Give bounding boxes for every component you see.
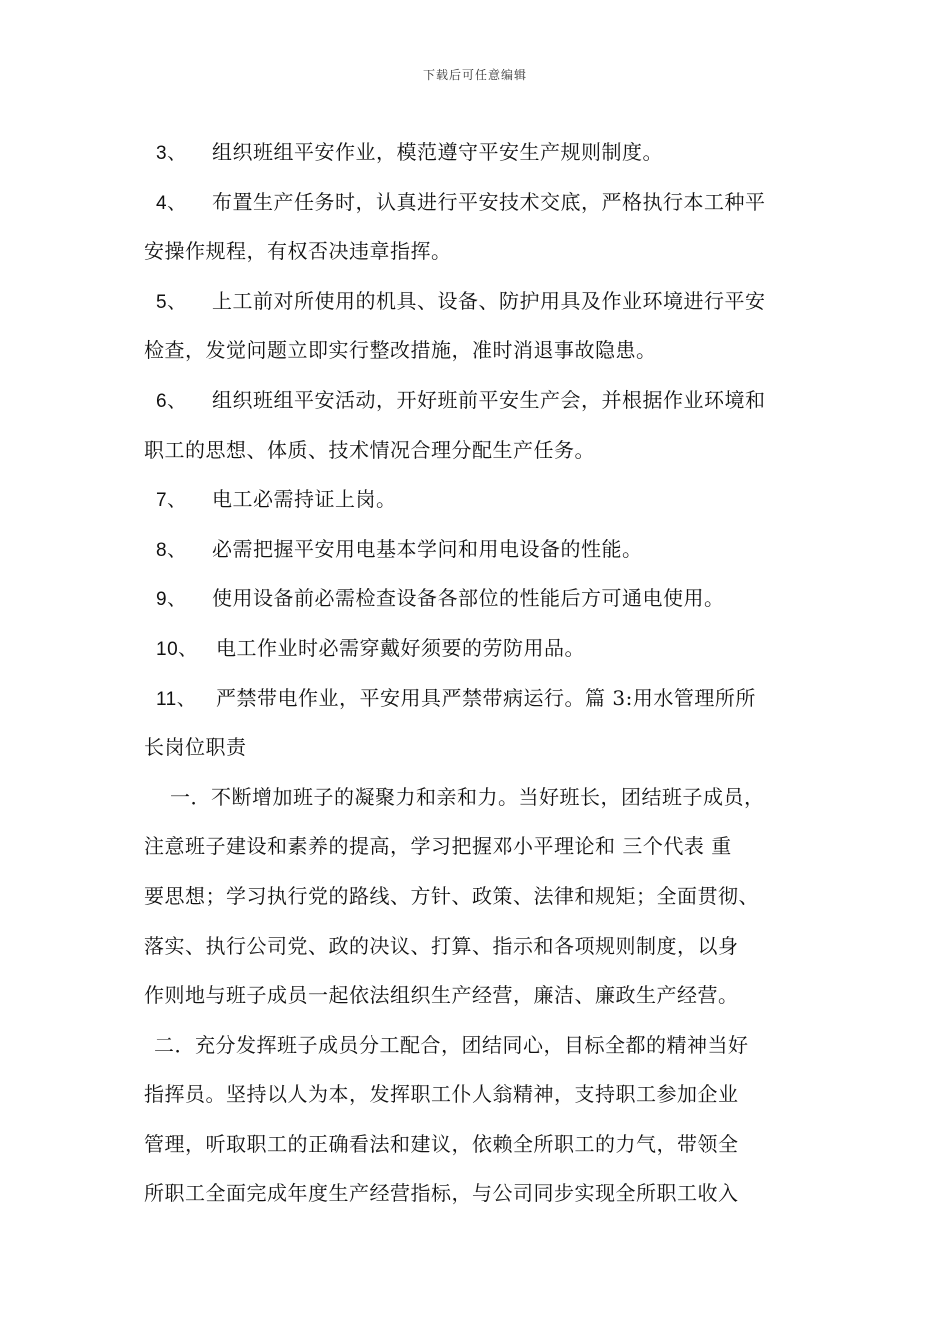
item-text: 电工必需持证上岗。: [212, 487, 397, 512]
item-number: 4、: [156, 192, 187, 214]
item-text: 必需把握平安用电基本学问和用电设备的性能。: [212, 536, 643, 561]
item-text: 使用设备前必需检查设备各部位的性能后方可通电使用。: [212, 586, 725, 611]
list-item: [144, 376, 824, 426]
document-body: [144, 128, 824, 1219]
paragraph-line: 注意班子建设和素养的提高，学习把握邓小平理论和 三个代表 重: [144, 834, 732, 859]
list-item: [144, 525, 824, 575]
item-number: 7、: [156, 490, 187, 512]
paragraph-line: 落实、执行公司党、政的决议、打算、指示和各项规则制度，以身: [144, 933, 739, 958]
item-text: 布置生产任务时，认真进行平安技术交底，严格执行本工种平: [212, 189, 766, 214]
paragraph-line: 管理，听取职工的正确看法和建议，依赖全所职工的力气，带领全: [144, 1131, 739, 1156]
list-item: [144, 475, 824, 525]
item-text-continued: 检查，发觉问题立即实行整改措施，准时消退事故隐患。: [144, 338, 657, 363]
list-item: [144, 277, 824, 327]
item-number: 3、: [156, 143, 187, 164]
item-number: 9、: [156, 589, 187, 611]
page-header-note: 下载后可任意编辑: [422, 68, 527, 82]
item-number: 8、: [156, 539, 187, 561]
item-number: 11、: [156, 688, 197, 710]
paragraph-line: 作则地与班子成员一起依法组织生产经营，廉洁、廉政生产经营。: [144, 983, 739, 1008]
item-text-continued: 长岗位职责: [144, 735, 247, 760]
item-number: 10、: [156, 638, 198, 660]
list-item: [144, 178, 824, 228]
list-item: [144, 674, 824, 724]
list-item: [144, 624, 824, 674]
item-text: 电工作业时必需穿戴好须要的劳防用品。: [216, 635, 585, 660]
item-text-continued: 安操作规程，有权否决违章指挥。: [144, 239, 452, 264]
item-text-continued: 职工的思想、体质、技术情况合理分配生产任务。: [144, 437, 595, 462]
item-text: 组织班组平安作业，模范遵守平安生产规则制度。: [212, 140, 663, 164]
list-item: [144, 574, 824, 624]
paragraph-line: 指挥员。坚持以人为本，发挥职工仆人翁精神，支持职工参加企业: [144, 1082, 739, 1107]
paragraph-line: 二．充分发挥班子成员分工配合，团结同心，目标全都的精神当好: [154, 1032, 749, 1057]
item-text: 上工前对所使用的机具、设备、防护用具及作业环境进行平安: [212, 288, 766, 313]
item-number: 6、: [156, 390, 187, 412]
paragraph-line: 要思想；学习执行党的路线、方针、政策、法律和规矩；全面贯彻、: [144, 883, 759, 908]
paragraph-line: 所职工全面完成年度生产经营指标，与公司同步实现全所职工收入: [144, 1181, 739, 1206]
item-number: 5、: [156, 291, 187, 313]
paragraph-line: 一．不断增加班子的凝聚力和亲和力。当好班长，团结班子成员，: [170, 784, 765, 809]
item-text: 组织班组平安活动，开好班前平安生产会，并根据作业环境和: [212, 387, 766, 412]
list-item: [144, 128, 824, 178]
item-text: 严禁带电作业，平安用具严禁带病运行。篇 3:用水管理所所: [216, 685, 756, 710]
